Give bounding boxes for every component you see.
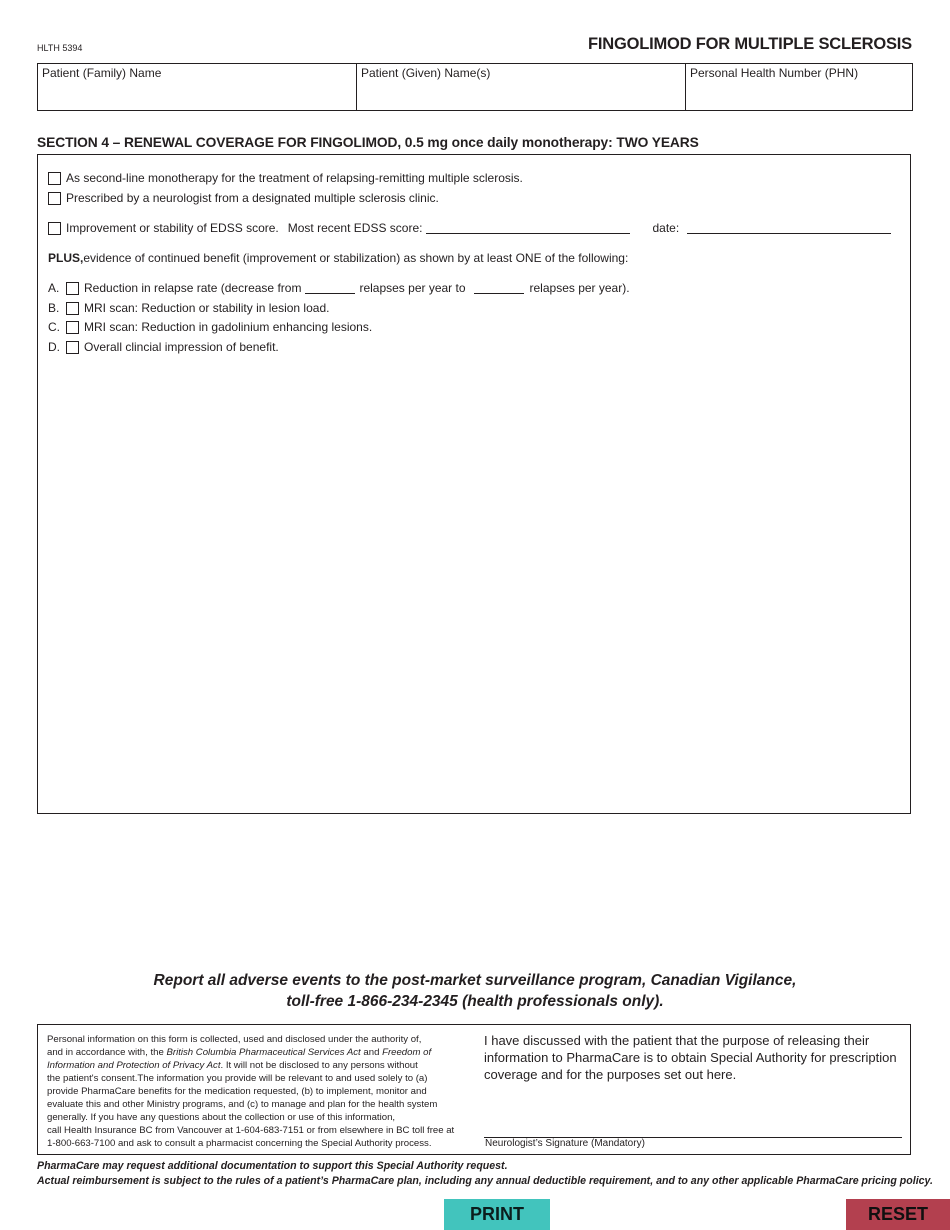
patient-given-name-cell — [357, 64, 686, 110]
privacy-line — [47, 1046, 457, 1059]
date-field[interactable] — [687, 222, 891, 234]
privacy-text: and in accordance with, the — [47, 1047, 167, 1058]
criterion-row — [48, 171, 523, 185]
option-d-row — [48, 340, 279, 354]
adverse-events-line-1: Report all adverse events to the post-market surveillance program, Canadian Vigilance, — [153, 972, 797, 989]
form-number: HLTH 5394 — [37, 43, 83, 53]
section-heading-rest: 0.5 mg once daily monotherapy: TWO YEARS — [401, 135, 699, 150]
privacy-consent-box — [37, 1024, 911, 1155]
option-d-text: Overall clincial impression of benefit. — [84, 340, 279, 354]
second-line-checkbox[interactable] — [48, 172, 61, 185]
adverse-events-notice — [0, 970, 950, 1012]
second-line-label: As second-line monotherapy for the treatment of relapsing-remitting multiple sclerosis. — [66, 171, 523, 185]
option-b-row — [48, 301, 329, 315]
patient-given-name-label: Patient (Given) Name(s) — [361, 66, 491, 80]
privacy-line: Personal information on this form is collected, used and disclosed under the authority of, — [47, 1034, 422, 1045]
edss-label: Improvement or stability of EDSS score. — [66, 221, 279, 235]
plus-bold: PLUS, — [48, 251, 84, 265]
phn-input[interactable] — [689, 86, 909, 108]
privacy-notice — [47, 1033, 457, 1150]
option-c-checkbox[interactable] — [66, 321, 79, 334]
footnote-line-1: PharmaCare may request additional documentation to support this Special Authority request. — [37, 1160, 508, 1172]
section-4-box — [37, 154, 911, 814]
adverse-events-line-2: toll-free 1-866-234-2345 (health professionals only). — [286, 993, 664, 1010]
patient-info-table — [37, 63, 913, 111]
edss-checkbox[interactable] — [48, 222, 61, 235]
privacy-act-name: British Columbia Pharmaceutical Services Act — [166, 1047, 361, 1058]
privacy-line: generally. If you have any questions about the collection or use of this information, — [47, 1112, 396, 1123]
privacy-line — [47, 1059, 457, 1072]
option-a-checkbox[interactable] — [66, 282, 79, 295]
print-button[interactable]: PRINT — [444, 1199, 550, 1230]
privacy-line: provide PharmaCare benefits for the medication requested, (b) to implement, monitor and — [47, 1086, 427, 1097]
privacy-text: . It will not be disclosed to any persons without — [220, 1060, 418, 1071]
consent-statement: I have discussed with the patient that the purpose of releasing their information to PharmaCare is to obtain Special Authority for prescription coverage and for the purposes set out here. — [484, 1033, 897, 1082]
phn-label: Personal Health Number (PHN) — [690, 66, 859, 80]
privacy-line: call Health Insurance BC from Vancouver at 1-604-683-7151 or from elsewhere in BC toll free at — [47, 1125, 455, 1136]
relapse-to-field[interactable] — [474, 282, 524, 294]
criterion-row — [48, 191, 439, 205]
privacy-line: evaluate this and other Ministry programs, and (c) to manage and plan for the health system — [47, 1099, 438, 1110]
option-a-text-3: relapses per year). — [529, 281, 630, 295]
option-a-letter: A. — [48, 281, 60, 295]
neurologist-checkbox[interactable] — [48, 192, 61, 205]
plus-row — [48, 251, 628, 265]
edss-row — [48, 221, 895, 235]
patient-family-name-input[interactable] — [41, 86, 353, 108]
neurologist-label: Prescribed by a neurologist from a designated multiple sclerosis clinic. — [66, 191, 439, 205]
phn-cell — [686, 64, 912, 110]
option-d-checkbox[interactable] — [66, 341, 79, 354]
form-title: FINGOLIMOD FOR MULTIPLE SCLEROSIS — [587, 35, 912, 53]
option-b-text: MRI scan: Reduction or stability in lesion load. — [84, 301, 330, 315]
plus-text: evidence of continued benefit (improvement or stabilization) as shown by at least ONE of the following: — [83, 251, 629, 265]
privacy-act-name: Information and Protection of Privacy Act — [47, 1060, 221, 1071]
date-label: date: — [652, 221, 680, 235]
option-a-row — [48, 281, 630, 295]
section-heading-bold: SECTION 4 – RENEWAL COVERAGE FOR FINGOLIMOD, — [37, 135, 402, 150]
privacy-text: and — [360, 1047, 383, 1058]
section-heading — [37, 135, 699, 150]
privacy-act-name: Freedom of — [382, 1047, 432, 1058]
edss-score-field[interactable] — [426, 222, 630, 234]
privacy-line: 1-800-663-7100 and ask to consult a pharmacist concerning the Special Authority process. — [47, 1138, 432, 1149]
signature-label: Neurologist’s Signature (Mandatory) — [485, 1138, 645, 1149]
relapse-from-field[interactable] — [305, 282, 355, 294]
option-c-letter: C. — [48, 320, 60, 334]
option-c-row — [48, 320, 372, 334]
option-a-text-1: Reduction in relapse rate (decrease from — [84, 281, 302, 295]
edss-recent-label: Most recent EDSS score: — [287, 221, 423, 235]
patient-family-name-cell — [38, 64, 357, 110]
footnote-line-2: Actual reimbursement is subject to the rules of a patient’s PharmaCare plan, including any annual deductible requirement, and to any other applicable PharmaCare pricing policy. — [37, 1175, 933, 1187]
reset-button[interactable]: RESET — [846, 1199, 950, 1230]
patient-given-name-input[interactable] — [360, 86, 682, 108]
option-d-letter: D. — [48, 340, 60, 354]
privacy-line: the patient's consent.The information you provide will be relevant to and used solely to (a) — [47, 1073, 428, 1084]
option-a-text-2: relapses per year to — [359, 281, 466, 295]
option-c-text: MRI scan: Reduction in gadolinium enhancing lesions. — [84, 320, 373, 334]
footnotes — [37, 1159, 933, 1189]
patient-family-name-label: Patient (Family) Name — [42, 66, 162, 80]
option-b-letter: B. — [48, 301, 60, 315]
option-b-checkbox[interactable] — [66, 302, 79, 315]
